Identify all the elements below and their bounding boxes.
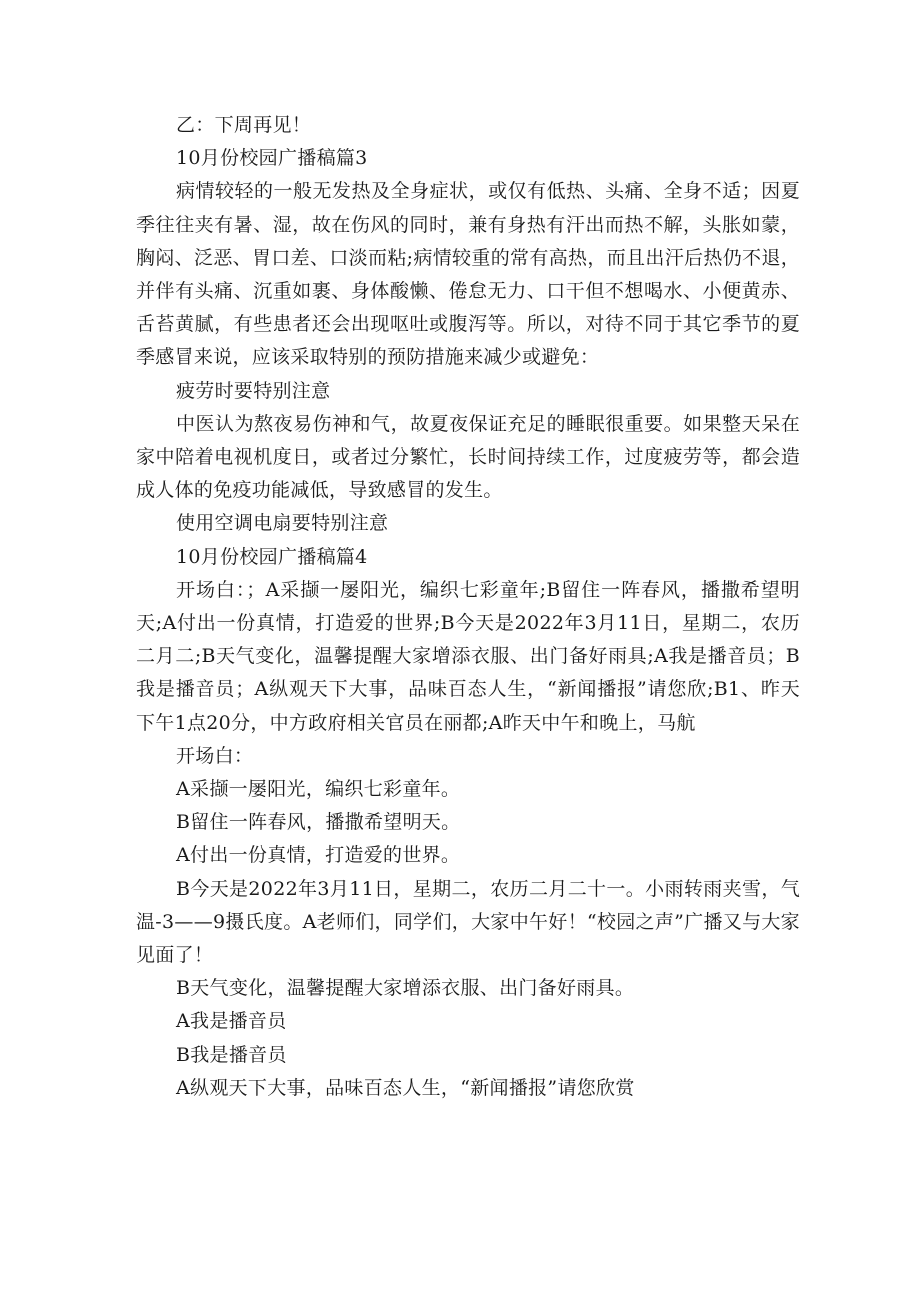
paragraph-sleep-advice: 中医认为熬夜易伤神和气，故夏夜保证充足的睡眠很重要。如果整天呆在家中陪着电视机度日，或者过分繁忙，长时间持续工作，过度疲劳等，都会造成人体的免疫功能减低，导致感冒的发生。 — [136, 412, 800, 502]
section-heading-4: 10月份校园广播稿篇4 — [176, 545, 368, 568]
script-line: A我是播音员 — [176, 1010, 287, 1033]
script-line: B留住一阵春风，播撒希望明天。 — [176, 811, 461, 834]
script-line: A付出一份真情，打造爱的世界。 — [176, 844, 461, 867]
document-body — [136, 109, 800, 1105]
paragraph-opening-label: 开场白： — [176, 744, 254, 767]
subheading-air-conditioning: 使用空调电扇要特别注意 — [176, 512, 389, 535]
script-line-date-weather: B今天是2022年3月11日，星期二，农历二月二十一。小雨转雨夹雪，气温-3——9摄氏度。A老师们，同学们，大家中午好！“校园之声”广播又与大家见面了！ — [136, 877, 800, 967]
subheading-fatigue: 疲劳时要特别注意 — [176, 379, 331, 402]
paragraph-closing-line: 乙：下周再见！ — [176, 114, 312, 136]
script-line: B天气变化，温馨提醒大家增添衣服、出门备好雨具。 — [176, 977, 635, 1000]
section-heading-3: 10月份校园广播稿篇3 — [176, 147, 368, 170]
script-line: B我是播音员 — [176, 1043, 287, 1066]
paragraph-summer-cold-symptoms: 病情较轻的一般无发热及全身症状，或仅有低热、头痛、全身不适；因夏季往往夹有暑、湿，故在伤风的同时，兼有身热有汗出而热不解，头胀如蒙，胸闷、泛恶、胃口差、口淡而粘;病情较重的常有高热，而且出汗后热仍不退，并伴有头痛、沉重如裹、身体酸懒、倦怠无力、口干但不想喝水、小便黄赤、舌苔黄腻，有些患者还会出现呕吐或腹泻等。所以，对待不同于其它季节的夏季感冒来说，应该采取特别的预防措施来减少或避免： — [136, 180, 800, 369]
script-line: A采撷一屡阳光，编织七彩童年。 — [176, 778, 461, 801]
script-line: A纵观天下大事，品味百态人生，“新闻播报”请您欣赏 — [176, 1076, 635, 1099]
paragraph-opening-summary: 开场白：；A采撷一屡阳光，编织七彩童年;B留住一阵春风，播撒希望明天;A付出一份真情，打造爱的世界;B今天是2022年3月11日，星期二，农历二月二;B天气变化，温馨提醒大家增添衣服、出门备好雨具;A我是播音员；B我是播音员；A纵观天下大事，品味百态人生，“新闻播报”请您欣;B1、昨天下午1点20分，中方政府相关官员在丽都;A昨天中午和晚上，马航 — [136, 578, 800, 734]
